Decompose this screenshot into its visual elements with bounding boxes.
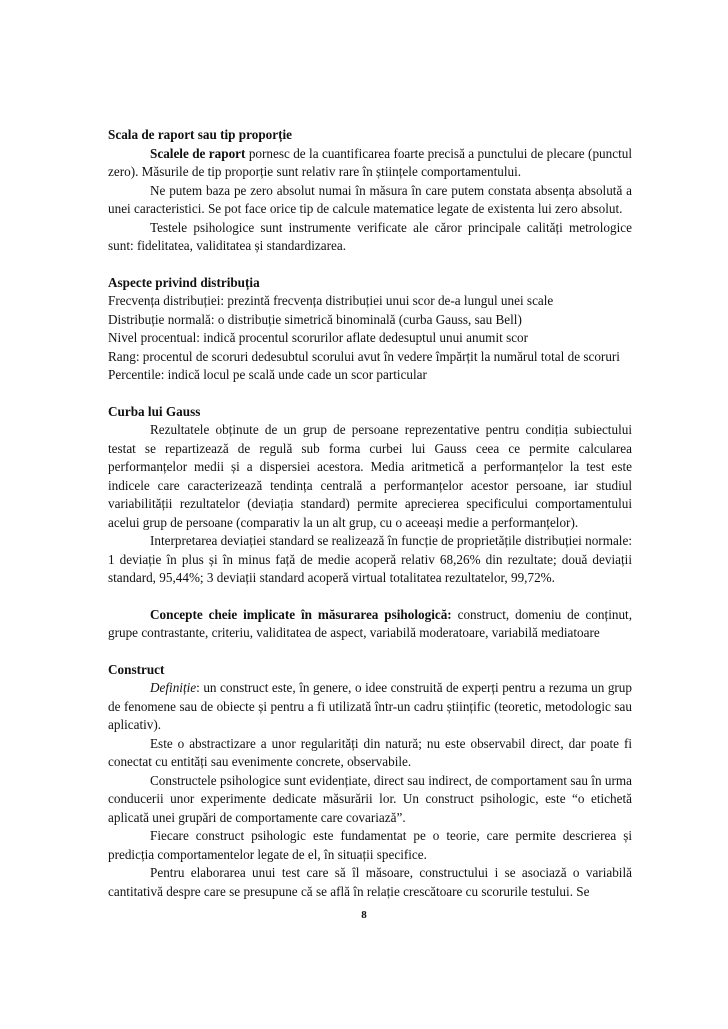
paragraph-construct-evidentiate: Constructele psihologice sunt evidențiate, direct sau indirect, de comportament sau în urma conducerii unor experimente dedicate măsurării lor. Un construct psihologic, este “o etichetă aplicată unei grupări de comportamente care covariază”. <box>108 772 632 825</box>
distribution-line-percentile: Percentile: indică locul pe scală unde cade un scor particular <box>108 367 427 382</box>
heading-curba-gauss: Curba lui Gauss <box>108 403 201 419</box>
term-concepte-cheie: Concepte cheie implicate în măsurarea psihologică: <box>150 606 452 622</box>
page-number: 8 <box>361 909 367 921</box>
distribution-line-nivel: Nivel procentual: indică procentul scorurilor aflate dedesuptul unui anumit scor <box>108 330 529 345</box>
heading-construct: Construct <box>108 661 165 677</box>
paragraph-gauss-deviatie: Interpretarea deviației standard se realizează în funcție de proprietățile distribuției normale: 1 deviație în plus și în minus față de medie acoperă relativ 68,26% din rezultate; două deviații standard, 95,44%; 3 deviații standard acoperă virtual totalitatea rezultatelor, 99,72%. <box>108 533 632 585</box>
term-scalele-de-raport: Scalele de raport <box>150 145 246 161</box>
paragraph-construct-definitie <box>108 679 632 735</box>
paragraph-gauss-rezultate: Rezultatele obținute de un grup de persoane reprezentative pentru condiția subiectului testat se repartizează de regulă sub forma curbei lui Gauss ceea ce permite calcularea performanțelor medii și a dispersiei acestora. Media aritmetică a performanțelor la test este indicele care caracterizează tendința centrală a performanțelor acestor persoane, iar studiul variabilității rezultatelor (deviația standard) permite aprecierea specificului comportamentului acelui grup de persoane (comparativ la un alt grup, cu o aceeași medie a performanțelor). <box>108 422 632 530</box>
term-definitie: Definiție <box>150 680 197 695</box>
paragraph-scale-raport <box>108 145 632 182</box>
paragraph-text: pornesc de la cuantificarea foarte precisă a punctului de plecare (punctul zero). Măsurile de tip proporție sunt relativ rare în științele comportamentului. <box>108 145 633 179</box>
distribution-line-frecventa: Frecvența distribuției: prezintă frecvența distribuției unui scor de-a lungul unei scale <box>108 293 554 308</box>
paragraph-concepte-cheie <box>108 606 632 643</box>
paragraph-construct-abstractizare: Este o abstractizare a unor regularități din natură; nu este observabil direct, dar poate fi conectat cu entități sau evenimente concrete, observabile. <box>108 735 632 769</box>
paragraph-zero-absolut: Ne putem baza pe zero absolut numai în măsura în care putem constata absența absolută a unei caracteristici. Se pot face orice tip de calcule matematice legate de existenta lui zero absolut. <box>108 182 632 216</box>
paragraph-text: construct, domeniu de conținut, grupe contrastante, criteriu, validitatea de aspect, variabilă moderatoare, variabilă mediatoare <box>108 606 633 640</box>
paragraph-text: : un construct este, în genere, o idee construită de experți pentru a rezuma un grup de fenomene sau de obiecte și pentru a fi utilizată într-un cadru științific (teoretic, metodologic sau aplicativ). <box>108 680 632 732</box>
heading-scala-raport: Scala de raport sau tip proporție <box>108 127 293 142</box>
distribution-line-rang: Rang: procentul de scoruri dedesubtul scorului avut în vedere împărțit la numărul total de scoruri <box>108 348 620 364</box>
distribution-line-normala: Distribuție normală: o distribuție simetrică binominală (curba Gauss, sau Bell) <box>108 311 522 327</box>
document-page <box>108 126 632 901</box>
paragraph-construct-test: Pentru elaborarea unui test care să îl măsoare, constructului i se asociază o variabilă cantitativă despre care se presupune că se află în relație crescătoare cu scorurile testului. Se <box>108 865 632 899</box>
heading-aspecte-distributie: Aspecte privind distribuția <box>108 274 260 290</box>
paragraph-construct-teorie: Fiecare construct psihologic este fundamentat pe o teorie, care permite descrierea și predicția comportamentelor legate de el, în situații specifice. <box>108 828 632 862</box>
paragraph-teste-psihologice: Testele psihologice sunt instrumente verificate ale căror principale calități metrologice sunt: fidelitatea, validitatea și standardizarea. <box>108 219 632 253</box>
